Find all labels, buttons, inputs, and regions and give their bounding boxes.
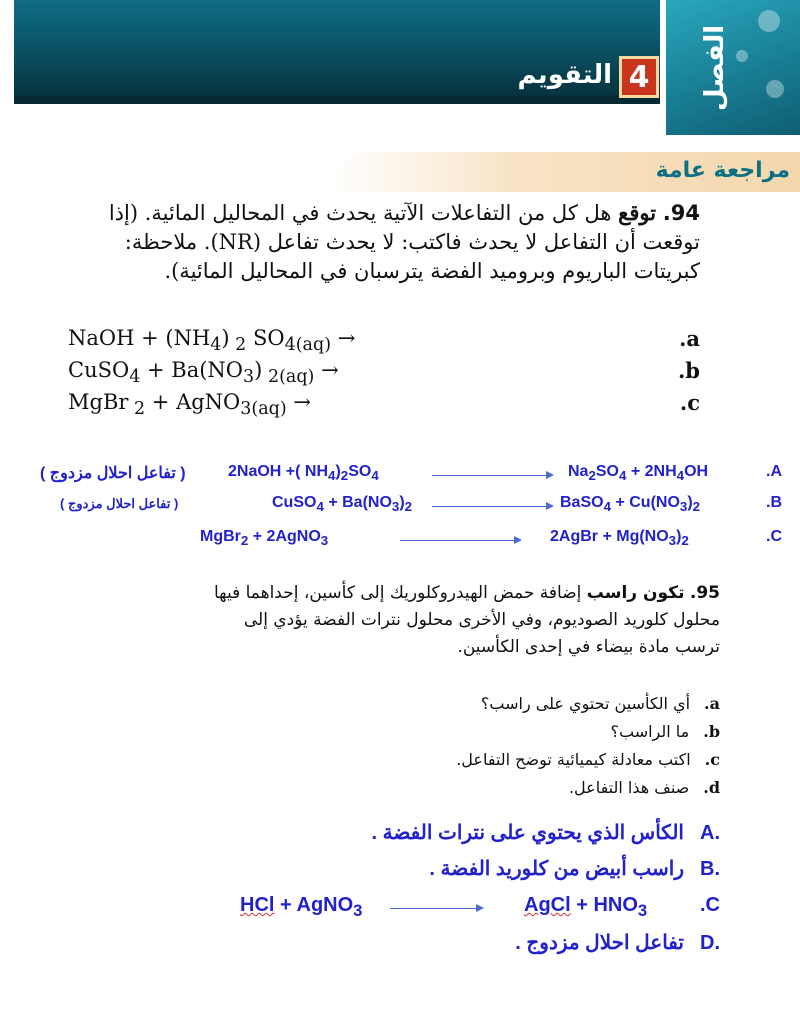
equation-text: CuSO$_4$ + $Ba(NO_3) _{2(aq)}$ →	[68, 358, 339, 388]
answer-95-c	[240, 894, 720, 922]
answer-text: راسب أبيض من كلوريد الفضة .	[429, 858, 684, 880]
equation-letter: .a	[679, 326, 700, 351]
question-95	[200, 580, 720, 661]
section-title: مراجعة عامة	[655, 158, 790, 183]
molecule-decoration	[766, 80, 784, 98]
equation-letter: .b	[678, 358, 700, 383]
chapter-label: الفصل	[700, 24, 730, 112]
molecule-decoration	[758, 10, 780, 32]
question-94	[60, 198, 700, 286]
answer-text: الكأس الذي يحتوي على نترات الفضة .	[371, 822, 684, 844]
answer-text: تفاعل احلال مزدوج .	[515, 932, 684, 954]
answer-95-a	[320, 820, 720, 845]
arrow-icon	[432, 506, 552, 507]
equation-b	[68, 358, 700, 388]
answer-label: .C	[700, 894, 720, 916]
answer-94-c	[200, 528, 782, 552]
answer-94-b	[60, 494, 782, 518]
question-number: 95.	[689, 583, 720, 603]
equation-c	[68, 390, 700, 420]
answer-products: AgCl + $HNO_3$	[524, 894, 648, 920]
answer-reactants: HCl + AgNO$_3$	[240, 894, 363, 920]
answer-label: .B	[766, 494, 782, 511]
answer-reactants: CuSO$_4$ + $Ba(NO_3)_2$	[272, 494, 413, 515]
answer-note: ( تفاعل احلال مزدوج )	[60, 496, 179, 511]
question-text: هل كل من التفاعلات الآتية يحدث في المحاليل المائية. (إذا توقعت أن التفاعل لا يحدث فاكتب: لا يحدث تفاعل (NR). ملاحظة: كبريتات الباريوم وبروميد الفضة يترسبان في المحاليل المائية).	[108, 201, 700, 283]
arrow-icon	[432, 475, 552, 476]
answer-label: .A	[699, 822, 720, 844]
answer-reactants: 2NaOH +( $NH_4)_2SO_4$	[228, 463, 379, 484]
answer-95-b	[320, 856, 720, 881]
equation-text: MgBr $_2$ + AgNO$_{3(aq)}$ →	[68, 390, 312, 420]
answer-products: $Na_2SO_4 + 2NH_4OH$	[568, 463, 709, 484]
answer-products: BaSO$_4$ + $Cu(NO_3)_2$	[560, 494, 701, 515]
equation-letter: .c	[679, 390, 700, 415]
sub-question-d: d.صنف هذا التفاعل.	[568, 778, 720, 797]
answer-94-a	[40, 463, 782, 487]
answer-reactants: MgBr$_2$ + 2AgNO$_3$	[200, 528, 329, 549]
equation-text: NaOH + $(NH_4)$ $_2$ $SO_{4(aq)}$ →	[68, 326, 356, 356]
question-keyword: توقع	[618, 200, 657, 225]
answer-products: 2AgBr + $Mg(NO_3)_2$	[550, 528, 689, 549]
chapter-number: 4	[619, 56, 659, 98]
answer-label: .B	[699, 858, 720, 880]
question-keyword: تكون راسب	[586, 583, 685, 603]
answer-95-d	[320, 930, 720, 955]
answer-note: ( تفاعل احلال مزدوج )	[40, 465, 186, 482]
answer-label: .C	[766, 528, 782, 545]
chapter-title: التقويم	[517, 60, 612, 90]
answer-label: .A	[766, 463, 782, 480]
arrow-icon	[400, 540, 520, 541]
question-number: 94.	[662, 201, 700, 225]
question-text: إضافة حمض الهيدروكلوريك إلى كأسين، إحداهما فيها محلول كلوريد الصوديوم، وفي الأخرى محلول نترات الفضة يؤدي إلى ترسب مادة بيضاء في إحدى الكأسين.	[213, 583, 720, 657]
sub-question-b: b.ما الراسب؟	[610, 722, 720, 741]
answer-label: .D	[699, 932, 720, 954]
sub-question-a: a.أي الكأسين تحتوي على راسب؟	[480, 694, 720, 713]
arrow-icon	[390, 908, 482, 909]
sub-question-c: c.اكتب معادلة كيميائية توضح التفاعل.	[456, 750, 720, 769]
equation-a	[68, 326, 700, 356]
